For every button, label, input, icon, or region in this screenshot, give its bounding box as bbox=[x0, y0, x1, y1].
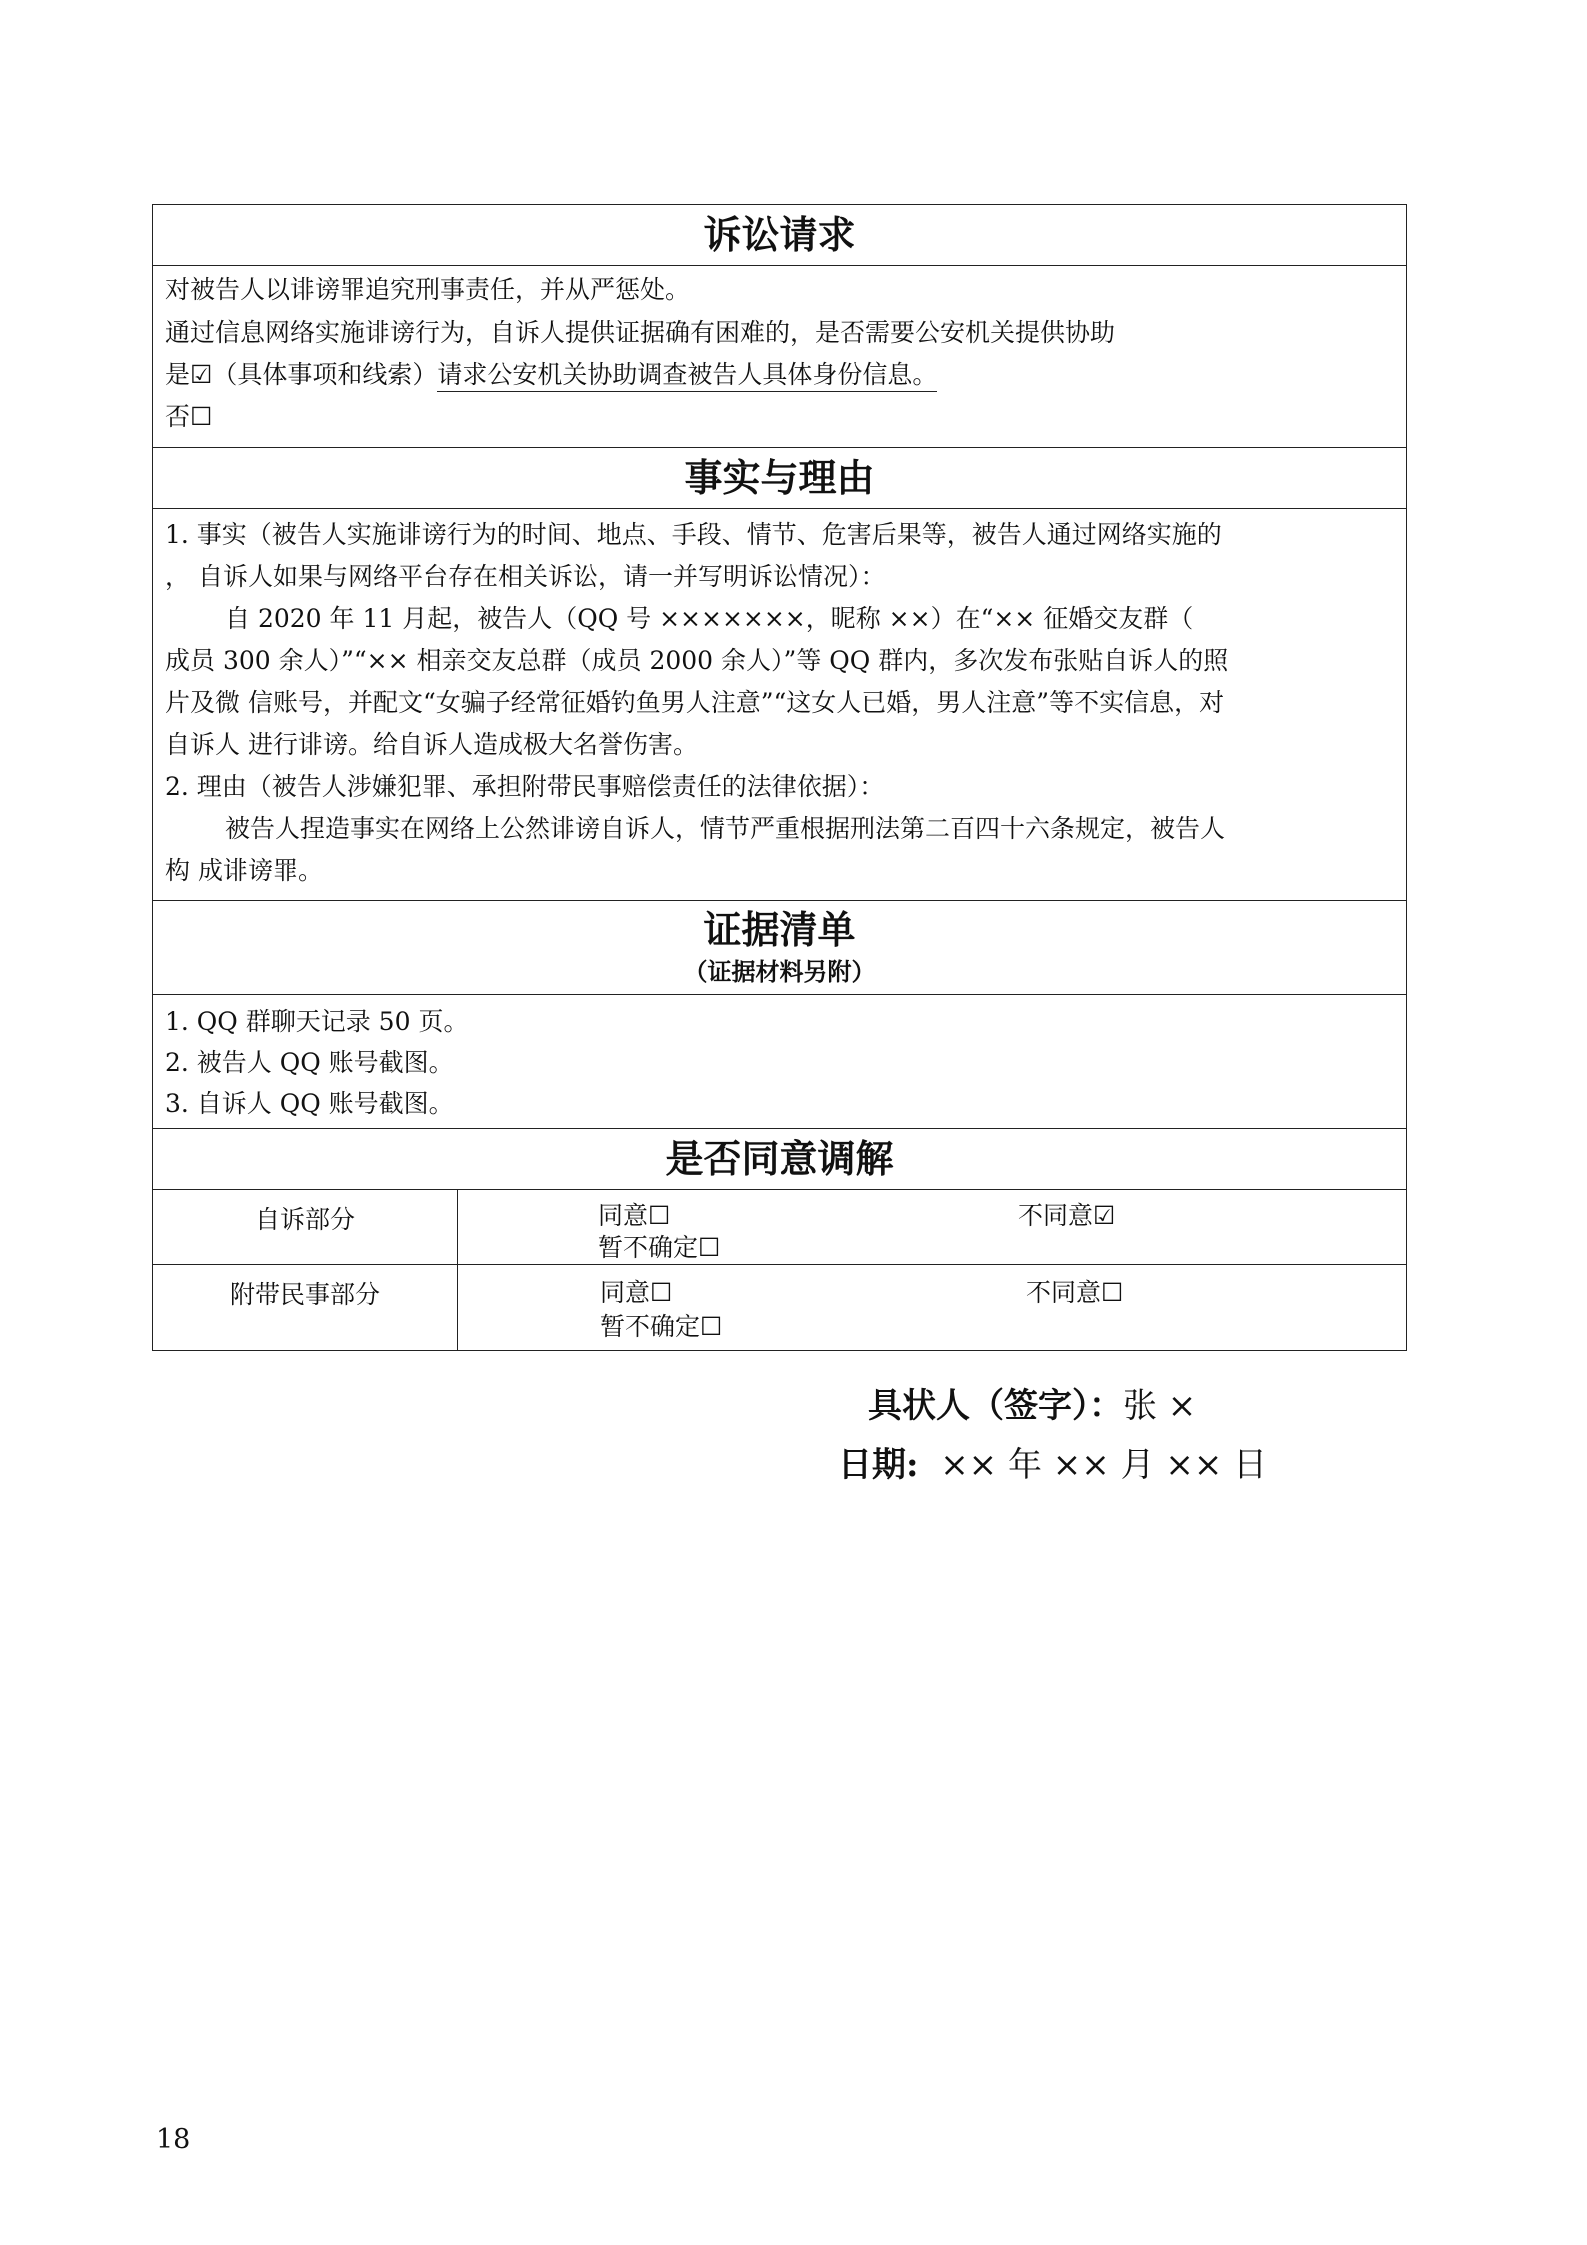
mediation-row-label: 自诉部分 bbox=[153, 1190, 458, 1265]
mediation-row-options bbox=[458, 1190, 1406, 1265]
facts-line: 片及微 信账号，并配文“女骗子经常征婚钓鱼男人注意”“这女人已婚，男人注意”等不实信息，对 bbox=[165, 688, 1225, 717]
evidence-item: 2. 被告人 QQ 账号截图。 bbox=[165, 1048, 454, 1077]
evidence-title: 证据清单 bbox=[703, 907, 856, 952]
facts-line: 构 成诽谤罪。 bbox=[165, 856, 323, 885]
claims-no-option: 否☐ bbox=[165, 402, 213, 431]
facts-line: 被告人捏造事实在网络上公然诽谤自诉人，情节严重根据刑法第二百四十六条规定，被告人 bbox=[225, 814, 1226, 843]
facts-body bbox=[153, 509, 1406, 901]
claims-title: 诉讼请求 bbox=[153, 205, 1406, 266]
agree-checkbox[interactable]: 同意☐ bbox=[598, 1201, 671, 1230]
evidence-body bbox=[153, 995, 1406, 1129]
facts-title: 事实与理由 bbox=[153, 448, 1406, 509]
disagree-checkbox[interactable]: 不同意☑ bbox=[1018, 1201, 1116, 1230]
facts-line: 2. 理由（被告人涉嫌犯罪、承担附带民事赔偿责任的法律依据）： bbox=[165, 772, 885, 801]
signature-row bbox=[868, 1378, 1196, 1427]
disagree-checkbox[interactable]: 不同意☐ bbox=[1026, 1278, 1124, 1307]
facts-line: 成员 300 余人）”“×× 相亲交友总群（成员 2000 余人）”等 QQ 群内，多次发布张贴自诉人的照 bbox=[165, 646, 1229, 675]
claims-line-1: 对被告人以诽谤罪追究刑事责任，并从严惩处。 bbox=[165, 275, 691, 304]
evidence-item: 1. QQ 群聊天记录 50 页。 bbox=[165, 1007, 469, 1036]
mediation-row-options bbox=[458, 1265, 1406, 1350]
unsure-checkbox[interactable]: 暂不确定☐ bbox=[600, 1312, 723, 1341]
claims-yes-line bbox=[165, 354, 1394, 396]
page-number: 18 bbox=[156, 2124, 191, 2155]
evidence-item: 3. 自诉人 QQ 账号截图。 bbox=[165, 1089, 454, 1118]
unsure-checkbox[interactable]: 暂不确定☐ bbox=[598, 1233, 721, 1262]
evidence-subtitle: （证据材料另附） bbox=[683, 958, 876, 986]
date-row bbox=[838, 1437, 1267, 1486]
date-label: 日期: bbox=[838, 1445, 919, 1485]
mediation-table bbox=[153, 1190, 1406, 1350]
facts-line: 1. 事实（被告人实施诽谤行为的时间、地点、手段、情节、危害后果等，被告人通过网络实施的 bbox=[165, 520, 1222, 549]
date-value: ×× 年 ×× 月 ×× 日 bbox=[940, 1445, 1268, 1485]
mediation-title: 是否同意调解 bbox=[153, 1129, 1406, 1190]
facts-line: 自诉人 进行诽谤。给自诉人造成极大名誉伤害。 bbox=[165, 730, 698, 759]
facts-line: ， 自诉人如果与网络平台存在相关诉讼，请一并写明诉讼情况）： bbox=[165, 562, 886, 591]
claims-body bbox=[153, 266, 1406, 448]
facts-line: 自 2020 年 11 月起，被告人（QQ 号 ×××××××，昵称 ××）在“×× 征婚交友群（ bbox=[225, 604, 1194, 633]
evidence-header bbox=[153, 901, 1406, 995]
signature-name: 张 × bbox=[1123, 1386, 1197, 1426]
mediation-row-label: 附带民事部分 bbox=[153, 1265, 458, 1350]
claims-yes-detail: 请求公安机关协助调查被告人具体身份信息。 bbox=[437, 360, 937, 392]
signature-label: 具状人（签字）： bbox=[868, 1386, 1123, 1426]
claims-yes-option: 是☑（具体事项和线索） bbox=[165, 360, 438, 389]
claims-line-2: 通过信息网络实施诽谤行为，自诉人提供证据确有困难的，是否需要公安机关提供协助 bbox=[165, 318, 1116, 347]
complaint-form bbox=[152, 204, 1407, 1351]
agree-checkbox[interactable]: 同意☐ bbox=[600, 1278, 673, 1307]
